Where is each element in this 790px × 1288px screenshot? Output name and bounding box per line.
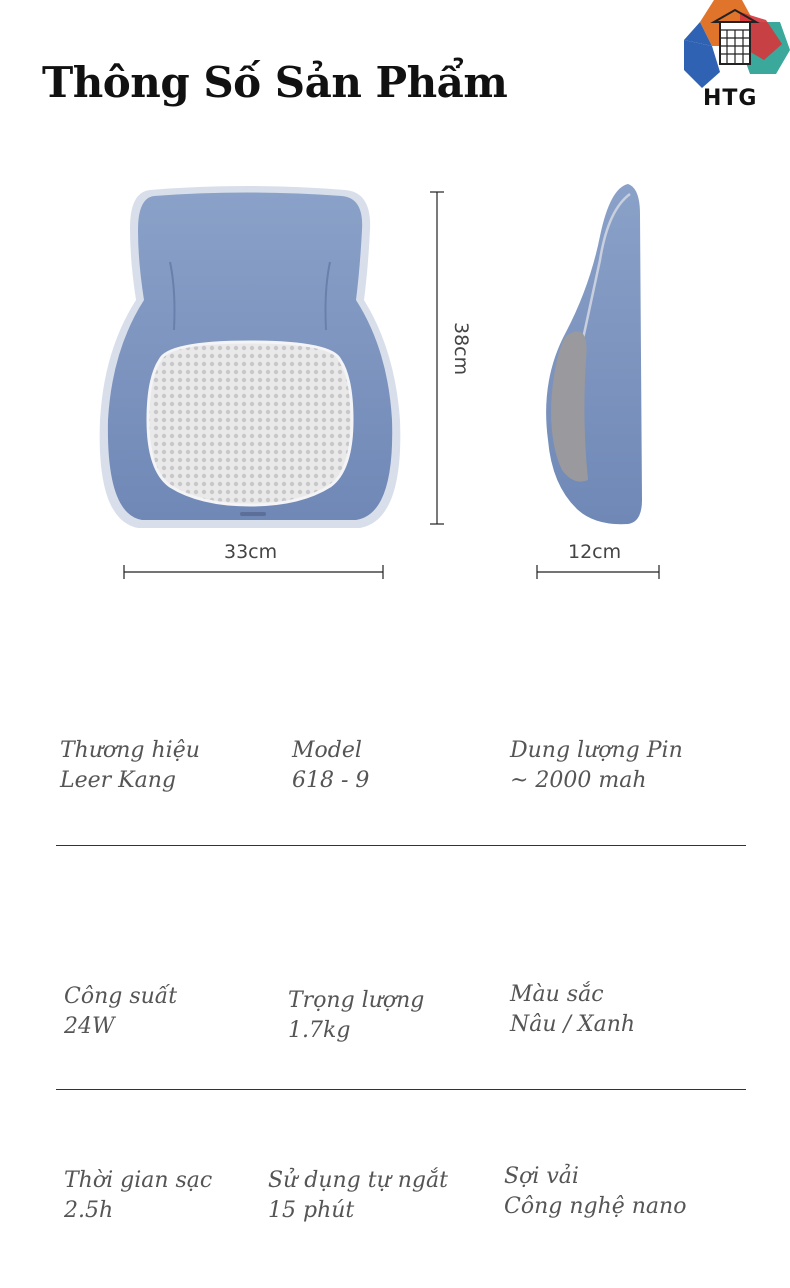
spec-label: Thời gian sạc <box>64 1168 213 1193</box>
spec-label: Trọng lượng <box>288 988 425 1013</box>
spec-power <box>64 982 177 1042</box>
spec-value: 24W <box>64 1014 115 1039</box>
spec-label: Model <box>292 738 362 763</box>
spec-label: Sợi vải <box>504 1164 579 1189</box>
spec-label: Công suất <box>64 984 178 1009</box>
spec-brand <box>60 736 200 796</box>
spec-value: Nâu / Xanh <box>510 1012 636 1037</box>
spec-color <box>510 980 635 1040</box>
spec-label: Dung lượng Pin <box>510 738 683 763</box>
divider <box>56 1089 746 1090</box>
spec-label: Màu sắc <box>510 982 604 1007</box>
spec-fabric <box>504 1162 686 1222</box>
spec-value: 15 phút <box>268 1198 355 1223</box>
spec-model <box>292 736 369 796</box>
spec-auto-off <box>268 1166 448 1226</box>
spec-label: Sử dụng tự ngắt <box>268 1168 448 1193</box>
spec-label: Thương hiệu <box>60 738 200 763</box>
spec-charge-time <box>64 1166 212 1226</box>
spec-value: Công nghệ nano <box>504 1194 687 1219</box>
spec-value: 1.7kg <box>288 1018 351 1043</box>
spec-value: ~ 2000 mah <box>510 768 647 793</box>
spec-weight <box>288 986 424 1046</box>
width-dimension: 33cm <box>224 541 278 563</box>
mesh-panel <box>148 342 352 505</box>
spec-value: Leer Kang <box>60 768 176 793</box>
height-dimension: 38cm <box>450 322 472 376</box>
page-title: Thông Số Sản Phẩm <box>42 58 508 107</box>
product-illustration <box>0 160 790 600</box>
spec-battery <box>510 736 683 796</box>
logo-text: HTG <box>703 86 758 111</box>
divider <box>56 845 746 846</box>
depth-dimension: 12cm <box>568 541 622 563</box>
spec-value: 2.5h <box>64 1198 114 1223</box>
spec-value: 618 - 9 <box>292 768 370 793</box>
